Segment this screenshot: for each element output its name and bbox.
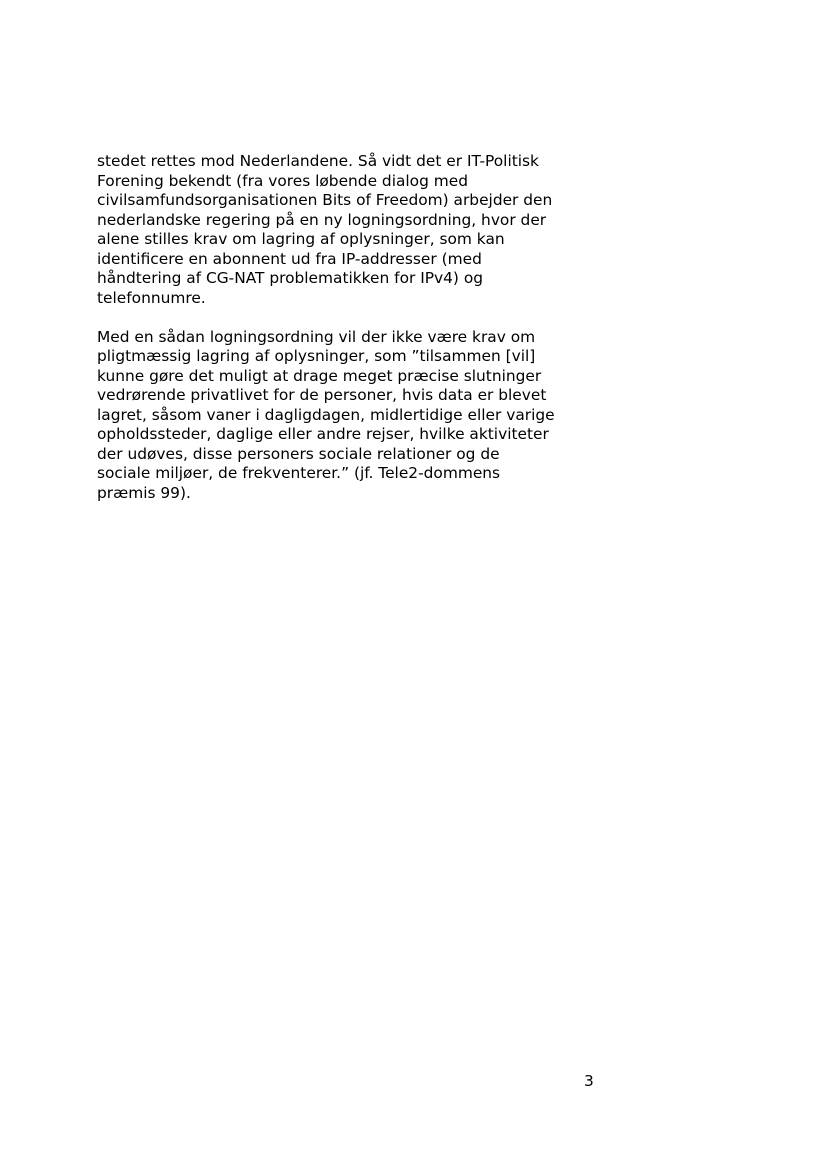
text-line: præmis 99).	[97, 483, 191, 502]
text-line: telefonnumre.	[97, 288, 206, 307]
page-number: 3	[584, 1072, 594, 1090]
document-body	[97, 152, 607, 503]
text-line: civilsamfundsorganisationen Bits of Freedom) arbejder den	[97, 191, 553, 209]
text-line: sociale miljøer, de frekventerer.” (jf. Tele2-dommens	[97, 464, 501, 482]
text-line: lagret, såsom vaner i dagligdagen, midlertidige eller varige	[97, 405, 555, 424]
text-line: vedrørende privatlivet for de personer, hvis data er blevet	[97, 386, 547, 404]
paragraph-2	[97, 328, 607, 504]
text-line: nederlandske regering på en ny logningsordning, hvor der	[97, 210, 547, 229]
text-line: pligtmæssig lagring af oplysninger, som ”tilsammen [vil]	[97, 347, 536, 365]
text-line: identificere en abonnent ud fra IP-addresser (med	[97, 249, 482, 268]
text-line: stedet rettes mod Nederlandene. Så vidt det er IT-Politisk	[97, 152, 539, 170]
text-line: Med en sådan logningsordning vil der ikke være krav om	[97, 327, 536, 346]
paragraph-1	[97, 152, 607, 308]
text-line: kunne gøre det muligt at drage meget præcise slutninger	[97, 366, 542, 385]
text-line: alene stilles krav om lagring af oplysninger, som kan	[97, 230, 505, 248]
text-line: der udøves, disse personers sociale relationer og de	[97, 444, 500, 463]
text-line: opholdssteder, daglige eller andre rejser, hvilke aktiviteter	[97, 425, 549, 443]
text-line: Forening bekendt (fra vores løbende dialog med	[97, 171, 468, 190]
text-line: håndtering af CG-NAT problematikken for IPv4) og	[97, 269, 484, 287]
